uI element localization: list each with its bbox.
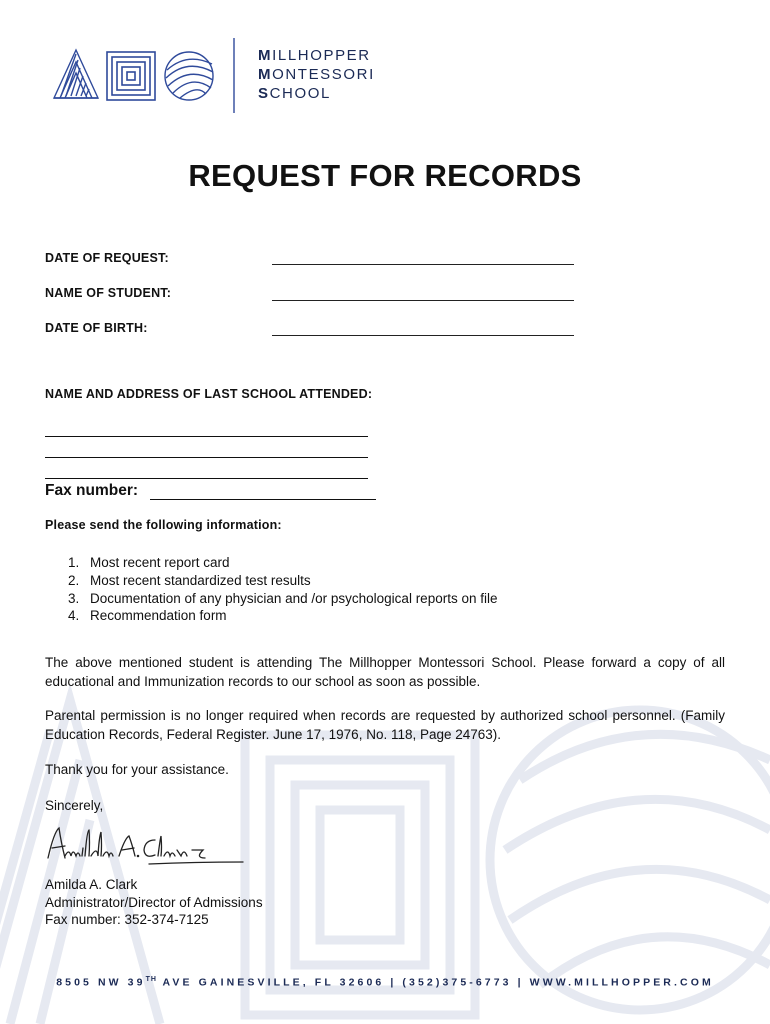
school-name-line1: ILLHOPPER: [272, 47, 371, 64]
list-item-text: Recommendation form: [90, 608, 227, 624]
footer-address-rest: AVE GAINESVILLE, FL 32606 | (352)375-6773 | WWW.MILLHOPPER.COM: [156, 976, 714, 989]
list-item-text: Most recent standardized test results: [90, 572, 311, 588]
handwritten-signature: [45, 822, 245, 872]
list-item-text: Most recent report card: [90, 555, 230, 570]
paragraph-thanks: Thank you for your assistance.: [45, 762, 229, 777]
paragraph-forward-records: The above mentioned student is attending The Millhopper Montessori School. Please forward a copy of all educational and Immunization records to our school as soon as possible.: [45, 655, 725, 689]
last-school-line-1[interactable]: [45, 436, 368, 437]
student-name-field[interactable]: [272, 300, 574, 301]
footer-address-ordinal: TH: [145, 976, 157, 983]
list-item: [68, 590, 497, 608]
list-item: [68, 607, 497, 625]
signer-name: Amilda A. Clark: [45, 877, 138, 892]
student-name-label: NAME OF STUDENT:: [45, 286, 172, 300]
requested-items-list: [68, 554, 497, 625]
list-item: [68, 572, 497, 590]
please-send-heading: Please send the following information:: [45, 518, 282, 532]
last-school-line-3[interactable]: [45, 478, 368, 479]
list-item-number: 3.: [68, 590, 80, 606]
list-item-number: 4.: [68, 608, 80, 624]
signer-fax: Fax number: 352-374-7125: [45, 912, 209, 927]
signer-block: [45, 876, 263, 929]
school-name-line1-initial: M: [258, 47, 273, 64]
date-of-birth-label: DATE OF BIRTH:: [45, 321, 148, 335]
date-of-request-field[interactable]: [272, 264, 574, 265]
page-title: REQUEST FOR RECORDS: [188, 158, 582, 193]
school-name-line3: CHOOL: [269, 85, 331, 102]
school-name-line2: ONTESSORI: [272, 66, 375, 83]
footer-address: [0, 976, 770, 989]
list-item-number: 1.: [68, 555, 80, 570]
list-item-number: 2.: [68, 572, 80, 588]
footer-address-street: 8505 NW 39: [56, 976, 146, 989]
list-item: [68, 554, 497, 572]
last-school-line-2[interactable]: [45, 457, 368, 458]
school-name-line2-initial: M: [258, 66, 273, 83]
list-item-text: Documentation of any physician and /or psychological reports on file: [90, 590, 498, 606]
fax-label: Fax number:: [45, 482, 139, 499]
fax-number-field[interactable]: [150, 499, 376, 500]
paragraph-sincerely: Sincerely,: [45, 798, 104, 813]
school-name: [258, 46, 375, 103]
date-of-request-label: DATE OF REQUEST:: [45, 251, 169, 265]
last-school-label: NAME AND ADDRESS OF LAST SCHOOL ATTENDED:: [45, 387, 373, 401]
signer-title: Administrator/Director of Admissions: [45, 894, 263, 910]
date-of-birth-field[interactable]: [272, 335, 574, 336]
school-name-line3-initial: S: [258, 85, 270, 102]
paragraph-permission: Parental permission is no longer required when records are requested by authorized school personnel. (Family Education Records, Federal Register. June 17, 1976, No. 118, Page 24763).: [45, 708, 725, 742]
